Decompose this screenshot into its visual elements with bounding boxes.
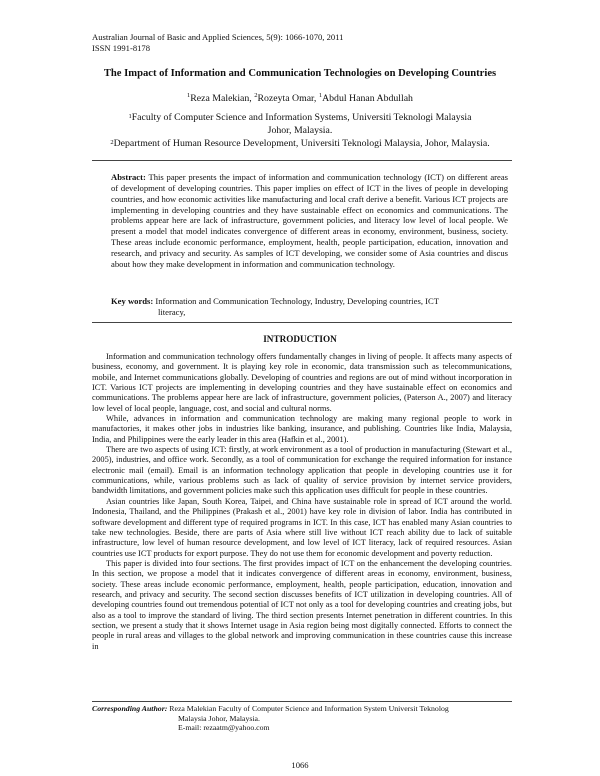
top-divider <box>92 160 512 161</box>
section-heading: INTRODUCTION <box>263 334 337 344</box>
affiliation-text: Department of Human Resource Development, Universiti Teknologi Malaysia, Johor, Malaysia. <box>113 138 490 149</box>
author-affiliation-marker: 2 <box>254 92 258 99</box>
affiliation-marker: 2 <box>110 139 114 146</box>
author-name: Abdul Hanan Abdullah <box>322 93 413 104</box>
journal-citation: Australian Journal of Basic and Applied Sciences, 5(9): 1066-1070, 2011 <box>92 32 344 42</box>
paragraph: There are two aspects of using ICT: firstly, at work environment as a tool of production in manufacturing (Stewart et al., 2005), industries, and office work. Secondly, as a tool of communication for exchange the required information for instance electronic mail (email). Email is an information technology application that people in developing countries use it for communications, while, various problems such as lack of quality of service provision by internet service providers, bandwidth limitations, and government policies make such this application uses difficult for people in these countries. <box>92 445 512 496</box>
page-number: 1066 <box>291 760 309 770</box>
corresponding-author-text: Reza Malekian Faculty of Computer Science and Information System Universit Teknolog <box>167 704 449 713</box>
footnote-divider <box>92 701 512 702</box>
affiliation-2 <box>0 138 600 151</box>
keywords-text-continued: literacy, <box>158 306 186 317</box>
paragraph: This paper is divided into four sections. The first provides impact of ICT on the enhancement the developing countries. In this section, we propose a model that it indicates convergence of different areas in economy, environment, business, society. These areas include economic performance, employment, health, people participation, education, innovation and research, and privacy and security. The second section discusses benefits of ICT utilization in developing countries. All of developing countries found out tremendous potential of ICT not only as a tool for developing countries and creating jobs, but also as a tool to improve the standard of living. The third section presents Internet penetration in different countries. In this section, we present a study that it shows Internet usage in Asia region being most digitally connected. Efforts to connect the people in rural areas and villages to the global network and improving communication in these countries cause this increase in <box>92 558 512 651</box>
abstract <box>111 172 508 270</box>
affiliation-1 <box>0 112 600 137</box>
author-list <box>0 93 600 104</box>
keywords-text: Information and Communication Technology, Industry, Developing countries, ICT <box>153 296 439 306</box>
journal-issn: ISSN 1991-8178 <box>92 43 151 53</box>
introduction-body <box>92 352 512 652</box>
paragraph: While, advances in information and communication technology are making many regional people to work in manufactories, it makes other jobs in industries like banking, insurance, and publishing. Countries like India, Malaysia, India, and Philippines were the early leader in this area (Hafkin et al., 2001). <box>92 414 512 444</box>
paragraph: Information and communication technology offers fundamentally changes in living of people. It affects many aspects of business, economy, and government. It is playing key role in economic, data transmission such as telecommunications, mobile, and Internet communications globally. Developing of countries and regions are out of mind without incorporation in ICT. Various ICT projects are implementing in developing countries and they have sustainable effect on economics and communications. The problems appear here are lack of infrastructure, government policies, (Paterson A., 2007) and literacy low level of local people, language, cost, and social and cultural norms. <box>92 352 512 413</box>
author-affiliation-marker: 1 <box>318 92 323 99</box>
corresponding-author-email: E-mail: rezaatm@yahoo.com <box>178 723 270 733</box>
keywords-label: Key words: <box>111 296 154 306</box>
affiliation-marker: 1 <box>128 113 132 120</box>
journal-header <box>92 32 343 54</box>
affiliation-text: Faculty of Computer Science and Information Systems, Universiti Teknologi Malaysia <box>131 112 472 123</box>
corresponding-author-address: Malaysia Johor, Malaysia. <box>178 713 260 723</box>
keywords <box>111 296 508 318</box>
affiliation-text: Johor, Malaysia. <box>267 124 333 136</box>
author-name: Reza Malekian, <box>190 93 255 104</box>
author-affiliation-marker: 1 <box>187 92 191 99</box>
corresponding-author <box>92 704 512 733</box>
abstract-label: Abstract: <box>111 172 146 182</box>
paragraph: Asian countries like Japan, South Korea, Taipei, and China have sustainable role in spread of ICT around the world. Indonesia, Thailand, and the Philippines (Prakash et al., 2001) have key role in division of labor. India has contributed in software development and different type of required programs in ICT. In this case, ICT has enabled many Asian countries to take new technologies. Beside, there are parts of Asia where still live without ICT reach ability due to lack of suitable infrastructure, low level of human resource development, and low level of ICT literacy, lack of required resources. Asian countries use ICT products for export purpose. They do not use them for economic development and poverty reduction. <box>92 496 512 558</box>
corresponding-author-label: Corresponding Author: <box>92 704 168 713</box>
author-name: Rozeyta Omar, <box>257 93 319 104</box>
abstract-text: This paper presents the impact of information and communication technology (ICT) on different areas of development of developing countries. This paper implies on effect of ICT in the lives of people in developing countries, and how economic activities like manufacturing and local craft derive a benefit. Various ICT projects are implementing in developing countries and they have sustainable effect on economics and communications. The problems appear here are lack of infrastructure, government policies, and literacy low level of local people. We present a model that model indicates convergence of different areas in economy, environment, business, society. These areas include economic performance, employment, health, people participation, education, innovation and research, and privacy and security. As samples of ICT developing, we consider some of Asia countries and discus about how they make development in information and communication technology. <box>111 172 508 269</box>
paper-title: The Impact of Information and Communication Technologies on Developing Countries <box>103 68 497 79</box>
bottom-divider <box>92 322 512 323</box>
